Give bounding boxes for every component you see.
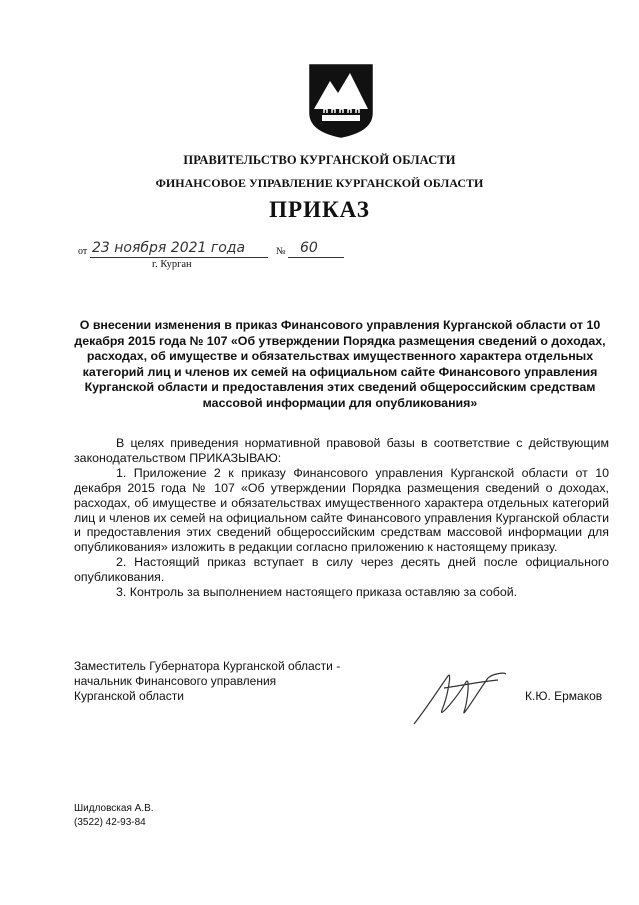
item-1-paragraph: 1. Приложение 2 к приказу Финансового управления Курганской области от 10 декабря 2015 года № 107 «Об утверждении Порядка размещения сведений о доходах, расходах, об имуществе и обязательствах имущественного характера отдельных категорий лиц и членов их семей на официальном сайте Финансового управления Курганской области и предоставления этих сведений общероссийским средствам массовой информации для опубликования» изложить в редакции согласно приложению к настоящему приказу.	[74, 465, 609, 555]
number-underline	[288, 257, 344, 258]
coat-of-arms-emblem	[306, 63, 376, 139]
handwritten-date: 23 ноября 2021 года	[92, 240, 246, 256]
number-label: №	[276, 246, 286, 257]
order-body	[74, 436, 609, 600]
department-name: ФИНАНСОВОЕ УПРАВЛЕНИЕ КУРГАНСКОЙ ОБЛАСТИ	[155, 176, 484, 190]
executor-info	[74, 802, 154, 830]
executor-name: Шидловская А.В.	[74, 803, 154, 814]
item-2-paragraph: 2. Настоящий приказ вступает в силу через десять дней после официального опубликования.	[74, 555, 609, 585]
handwritten-number: 60	[300, 240, 318, 256]
organization-name: ПРАВИТЕЛЬСТВО КУРГАНСКОЙ ОБЛАСТИ	[183, 153, 456, 167]
position-line-2: начальник Финансового управления	[74, 674, 277, 688]
signatory-position	[74, 659, 394, 704]
position-line-3: Курганской области	[74, 689, 184, 703]
position-line-1: Заместитель Губернатора Курганской области -	[74, 659, 341, 673]
order-subject: О внесении изменения в приказ Финансового управления Курганской области от 10 декабря 2015 года № 107 «Об утверждении Порядка размещения сведений о доходах, расходах, об имуществе и обязательствах имущественного характера отдельных категорий лиц и членов их семей на официальном сайте Финансового управления Курганской области и предоставления этих сведений общероссийским средствам массовой информации для опубликования»	[74, 318, 606, 410]
document-type-title: ПРИКАЗ	[269, 197, 370, 222]
from-label: от	[78, 246, 88, 257]
handwritten-signature	[408, 666, 508, 730]
signatory-name: К.Ю. Ермаков	[525, 689, 603, 703]
city-label: г. Курган	[152, 259, 192, 270]
item-3-paragraph: 3. Контроль за выполнением настоящего приказа оставляю за собой.	[116, 585, 518, 600]
executor-phone: (3522) 42-93-84	[74, 817, 146, 828]
date-number-line	[78, 240, 378, 270]
date-underline	[90, 257, 268, 258]
preamble-paragraph: В целях приведения нормативной правовой базы в соответствие с действующим законодательством ПРИКАЗЫВАЮ:	[74, 436, 609, 465]
